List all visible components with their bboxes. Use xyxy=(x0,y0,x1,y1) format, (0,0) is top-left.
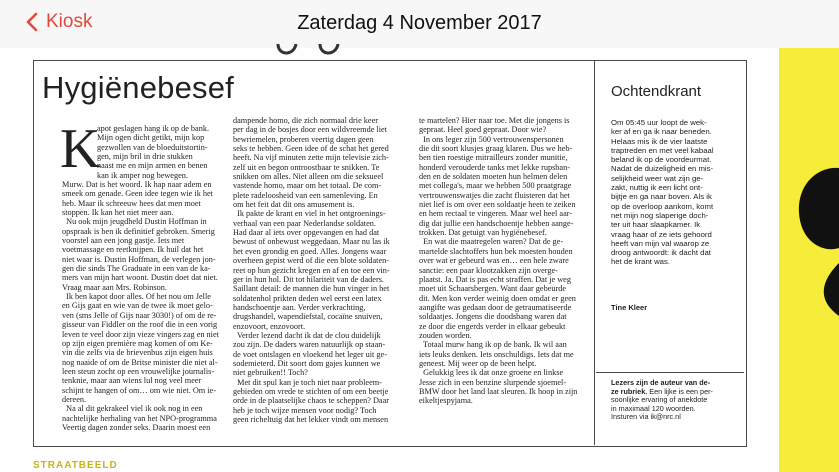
sidebar-title: Ochtendkrant xyxy=(611,83,702,100)
article-column-3: te martelen? Hier naar toe. Met die jongens is gepraat. Heel goed gepraat. Door wie? In ons leger zijn 500 vertrouwenspersonen die dit soort klusjes graag klaren. Dus we heb- ben tien roestige mitrailleurs zonder munitie, honderd verouderde tanks met lekke rupsban- den en de soldaten moeten hun helmen delen met collega's, maar we hebben 500 praatgrage vertrouwenswatjes die zacht fluisteren dat het niet lief is om over een soldaatje heen te zeiken en hem rectaal te vingeren. Maar wel heel aar- dig dat jullie een handschoentje hebben aange- trokken. Dat getuigt van hygiënebesef. En wat die maatregelen waren? Dat de ge- martelde slachtoffers hun bek moesten houden over wat er gebeurd was en… een hele zware sanctie: een paar klootzakken zijn overge- plaatst. Ja. Dat is pas echt straffen. Dat je weg moet uit Schaarsbergen. Want daar gebeurde dit. Men kon verder weinig doen omdat er geen aangifte was gedaan door de getraumatiseerde soldaatjes. Jongens die doodsbang waren dat ze door die engerds verder in elkaar gebeukt zouden worden. Totaal murw hang ik op de bank. Ik wil aan iets leuks denken. Iets onschuldigs. Iets dat me geneest. Mij weer op de been helpt. Gelukkig lees ik dat onze groene en linkse Jesse zich in een benzine slurpende sjoemel- BMW door het land laat sleuren. Ik hoop in zijn eikeltjespyjama. xyxy=(419,116,578,406)
sidebar-body: Om 05:45 uur loopt de wek- ker af en ga ik naar beneden. Helaas mis ik de vier laatste traptreden en met veel kabaal beland ik op de voordeurmat. Nadat de duizeligheid en mis- selijkheid weer wat zijn ge- zakt, nuttig ik een licht ont- bijtje en ga naar boven. Als ik op de overloop aankom, komt net mijn nog slaperige doch- ter uit haar slaapkamer. Ik vraag haar of ze iets gehoord heeft van mijn val waarop ze droog antwoordt: ik dacht dat het de krant was. xyxy=(611,118,714,267)
article-column-2: dampende homo, die zich normaal drie keer per dag in de bosjes door een wildvreemde liet bewriemelen, proberen veertig dagen geen seks te hebben. Geen idee of de schat het gered heeft. Na vijf minuten zette mijn televisie zich- zelf uit en begon ontroostbaar te snikken. Te snikken om alles. Niet alleen om die seksueel vastende homo, maar om het totaal. De com- plete radeloosheid van een samenleving. En om het feit dat dit ons amusement is. Ik pakte de krant en viel in het ontgroenings- verhaal van een paar Nederlandse soldaten. Had daar al iets over opgevangen en had dat bewust of onbewust weggedaan. Maar nu las ik het even grondig en goed. Alles. Jongens waar overheen gepist werd of die een blote soldaten- reet op hun gezicht kregen en af en toe een vin- ger in hun hol. Dit tot hilariteit van de daders. Saillant detail: de mannen die hun vinger in het soldatenhol prikten deden wel eerst een latex handschoentje aan. Verder verkrachting, drugshandel, wapendiefstal, cocaïne snuiven, enzovoort, enzovoort. Verder lezend dacht ik dat de clou duidelijk zou zijn. De daders waren natuurlijk op staan- de voet ontslagen en vloekend het leger uit ge- sodemieterd. Dit soort dom gajes kunnen we niet gebruiken!! Toch? Met dit spul kan je toch niet naar probleem- gebieden om vrede te stichten of om een beetje orde in de plaatselijke chaos te scheppen? Daar heb je toch wijze mensen voor nodig? Toch geen richeltuig dat het lekker vindt om mensen xyxy=(233,116,390,424)
article-column-1-intro: apot geslagen hang ik op de bank. Mijn ogen dicht getikt, mijn kop gezwollen van de bloeduitstortin- gen, mijn bril in drie stukken naast me en mijn armen en benen kan ik amper nog bewegen. xyxy=(97,124,210,180)
footer-note-bold: Lezers zijn de auteur van de- ze rubriek. xyxy=(611,378,711,396)
sidebar-divider xyxy=(596,372,744,373)
top-bar xyxy=(0,0,839,49)
article-column-1: Murw. Dat is het woord. Ik hap naar adem en smeek om genade. Geen idee tegen wie ik het heb. Maar ik schreeuw hees dat men moet stoppen. Ik kan het niet meer aan. Nu ook mijn jeugdheld Dustin Hoffman in opspraak is ben ik definitief gebroken. Smerig voorstel aan een jong gastje. Iets met voetmassage en reetknijpen. Ik huil dat het niet waar is. Dustin Hoffman, de verlegen jon- gen die sinds The Graduate in een van de ka- mers van mijn hart woont. Dustin doet dat niet. Vraag maar aan Mrs. Robinson. Ik ben kapot door alles. Of het nou om Jelle en Gijs gaat en wie van de twee ik moet gelo- ven (sms Jelle of Gijs naar 3030!) of om de re- gisseur van Fiddler on the roof die in een vorig leven te veel door zijn vieze vingers zag en niet op zijn eigen première mag komen of om Ke- vin die zelfs via de brievenbus zijn eigen huis nog naaide of om de Britse minister die niet al- leen steun zocht op een vrouwelijke journalis- tenknie, maar aan wiens lul nog veel meer schijnt te hangen of om… om wie niet. Om ie- dereen. Na al dit gekrakeel viel ik ook nog in een nachtelijke herhaling van het NPO-programma Veertig dagen zonder seks. Daarin moest een xyxy=(62,180,219,432)
headline-overflow-fragment xyxy=(250,44,370,58)
section-label: STRAATBEELD xyxy=(33,460,118,471)
adjacent-page-graphic xyxy=(779,48,839,472)
article-dropcap: K xyxy=(60,118,101,180)
back-label: Kiosk xyxy=(46,11,93,32)
page-title: Zaterdag 4 November 2017 xyxy=(297,12,542,34)
footer-note-text: Een lijke is een per- soonlijke ervaring of anekdote in maximaal 120 woorden. Insturen via ik@nrc.nl xyxy=(611,386,713,422)
column-divider xyxy=(594,61,595,445)
sidebar-signature: Tine Kleer xyxy=(611,303,648,312)
article-title: Hygiënebesef xyxy=(42,70,234,105)
sidebar-footer-note xyxy=(611,379,713,422)
